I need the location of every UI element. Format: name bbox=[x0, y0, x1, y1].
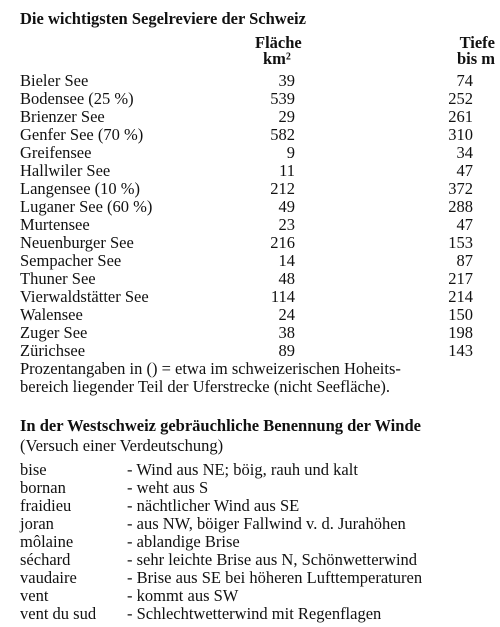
lake-area: 48 bbox=[278, 269, 295, 288]
wind-description: - kommt aus SW bbox=[127, 586, 239, 605]
wind-description: - sehr leichte Brise aus N, Schönwetterwind bbox=[127, 550, 418, 569]
winds-title: In der Westschweiz gebräuchliche Benennung der Winde bbox=[20, 416, 421, 435]
lake-name: Luganer See (60 %) bbox=[20, 197, 153, 216]
wind-description: - nächtlicher Wind aus SE bbox=[127, 496, 300, 515]
wind-description: - weht aus S bbox=[127, 478, 209, 497]
lakes-title: Die wichtigsten Segelreviere der Schweiz bbox=[20, 9, 306, 28]
wind-term: joran bbox=[20, 514, 54, 533]
lake-name: Vierwaldstätter See bbox=[20, 287, 149, 306]
wind-term: bise bbox=[20, 460, 47, 479]
lake-depth: 310 bbox=[448, 125, 473, 144]
lake-area: 89 bbox=[278, 341, 295, 360]
lake-depth: 217 bbox=[448, 269, 473, 288]
lake-depth: 288 bbox=[448, 197, 473, 216]
wind-term: fraidieu bbox=[20, 496, 72, 515]
wind-term: môlaine bbox=[20, 532, 74, 551]
wind-description: - Wind aus NE; böig, rauh und kalt bbox=[127, 460, 358, 479]
winds-subtitle: (Versuch einer Verdeutschung) bbox=[20, 436, 224, 455]
area-header-line-2: km² bbox=[263, 49, 291, 68]
lake-depth: 47 bbox=[456, 215, 473, 234]
lake-name: Langensee (10 %) bbox=[20, 179, 141, 198]
lake-depth: 214 bbox=[448, 287, 473, 306]
lake-area: 216 bbox=[270, 233, 295, 252]
lake-name: Hallwiler See bbox=[20, 161, 111, 180]
lake-name: Walensee bbox=[20, 305, 83, 324]
wind-description: - Schlechtwetterwind mit Regenflagen bbox=[127, 604, 382, 623]
depth-header-line-1: Tiefe bbox=[459, 33, 495, 52]
lake-name: Bodensee (25 %) bbox=[20, 89, 134, 108]
lake-depth: 372 bbox=[448, 179, 473, 198]
lake-name: Brienzer See bbox=[20, 107, 105, 126]
wind-term: vent bbox=[20, 586, 49, 605]
lake-area: 9 bbox=[286, 143, 295, 162]
lake-area: 23 bbox=[278, 215, 295, 234]
lake-name: Thuner See bbox=[20, 269, 96, 288]
lake-depth: 143 bbox=[448, 341, 473, 360]
percentage-note-line-2: bereich liegender Teil der Uferstrecke (nicht Seefläche). bbox=[20, 377, 391, 396]
lake-depth: 153 bbox=[448, 233, 473, 252]
lake-area: 114 bbox=[270, 287, 295, 306]
lake-name: Zürichsee bbox=[20, 341, 86, 360]
lake-name: Genfer See (70 %) bbox=[20, 125, 144, 144]
wind-term: séchard bbox=[20, 550, 71, 569]
lake-name: Zuger See bbox=[20, 323, 88, 342]
lake-depth: 47 bbox=[456, 161, 473, 180]
lake-area: 14 bbox=[278, 251, 295, 270]
lake-name: Sempacher See bbox=[20, 251, 122, 270]
lake-area: 11 bbox=[279, 161, 295, 180]
wind-description: - aus NW, böiger Fallwind v. d. Jurahöhen bbox=[127, 514, 406, 533]
lake-name: Greifensee bbox=[20, 143, 92, 162]
wind-term: vaudaire bbox=[20, 568, 77, 587]
wind-term: vent du sud bbox=[20, 604, 97, 623]
lake-depth: 252 bbox=[448, 89, 473, 108]
lake-depth: 34 bbox=[456, 143, 473, 162]
lake-area: 582 bbox=[270, 125, 295, 144]
lake-area: 39 bbox=[278, 71, 295, 90]
lake-name: Murtensee bbox=[20, 215, 90, 234]
lake-depth: 261 bbox=[448, 107, 473, 126]
wind-description: - ablandige Brise bbox=[127, 532, 240, 551]
lake-area: 49 bbox=[278, 197, 295, 216]
area-header-line-1: Fläche bbox=[255, 33, 302, 52]
percentage-note-line-1: Prozentangaben in () = etwa im schweizerischen Hoheits- bbox=[20, 359, 401, 378]
lake-depth: 198 bbox=[448, 323, 473, 342]
lake-depth: 74 bbox=[456, 71, 473, 90]
lake-area: 29 bbox=[278, 107, 295, 126]
lake-depth: 150 bbox=[448, 305, 473, 324]
lake-name: Neuenburger See bbox=[20, 233, 134, 252]
lake-area: 38 bbox=[278, 323, 295, 342]
lake-area: 539 bbox=[270, 89, 295, 108]
depth-header-line-2: bis m bbox=[456, 49, 495, 68]
lake-area: 212 bbox=[270, 179, 295, 198]
lake-area: 24 bbox=[278, 305, 295, 324]
wind-description: - Brise aus SE bei höheren Lufttemperaturen bbox=[127, 568, 423, 587]
wind-term: bornan bbox=[20, 478, 66, 497]
lake-depth: 87 bbox=[456, 251, 473, 270]
lake-name: Bieler See bbox=[20, 71, 89, 90]
